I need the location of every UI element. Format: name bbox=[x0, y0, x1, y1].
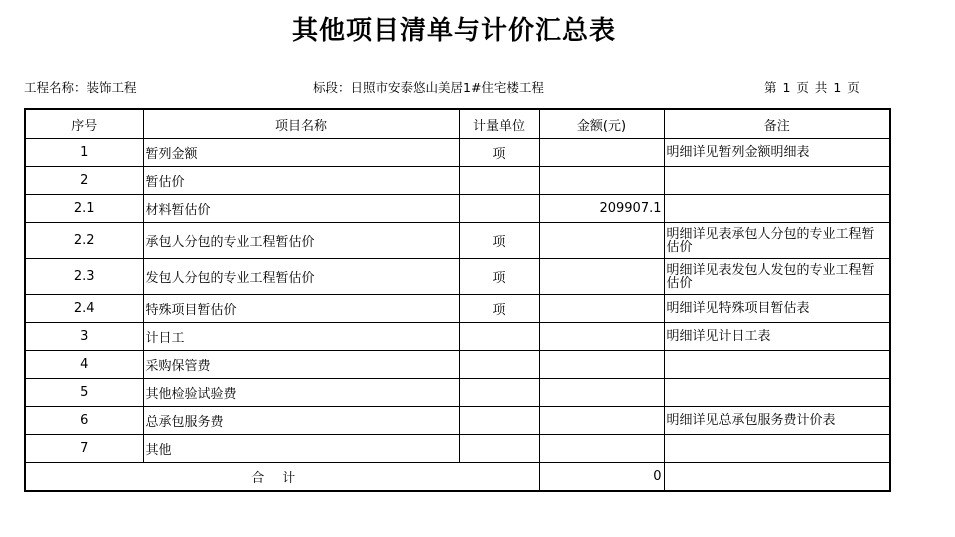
section-name: 标段：日照市安泰悠山美居1#住宅楼工程 bbox=[313, 80, 544, 95]
cell-no: 2 bbox=[25, 167, 143, 195]
cell-note: 明细详见表承包人分包的专业工程暂估价 bbox=[664, 223, 890, 259]
cell-note: 明细详见总承包服务费计价表 bbox=[664, 407, 890, 435]
cell-amount bbox=[539, 379, 664, 407]
cell-unit bbox=[459, 167, 539, 195]
table-header-row bbox=[25, 109, 890, 139]
table-row bbox=[25, 259, 890, 295]
cell-amount bbox=[539, 167, 664, 195]
cell-amount bbox=[539, 435, 664, 463]
cell-note: 明细详见特殊项目暂估表 bbox=[664, 295, 890, 323]
cell-no: 2.4 bbox=[25, 295, 143, 323]
table-row bbox=[25, 407, 890, 435]
cell-note bbox=[664, 435, 890, 463]
cell-name: 暂估价 bbox=[143, 167, 459, 195]
cell-name: 材料暂估价 bbox=[143, 195, 459, 223]
table-row bbox=[25, 323, 890, 351]
table-row bbox=[25, 139, 890, 167]
cell-no: 4 bbox=[25, 351, 143, 379]
cell-no: 2.3 bbox=[25, 259, 143, 295]
cell-amount bbox=[539, 323, 664, 351]
cell-amount bbox=[539, 259, 664, 295]
header-amount: 金额(元) bbox=[539, 109, 664, 139]
table-row bbox=[25, 195, 890, 223]
header-name: 项目名称 bbox=[143, 109, 459, 139]
summary-table bbox=[24, 108, 891, 492]
cell-no: 7 bbox=[25, 435, 143, 463]
header-no: 序号 bbox=[25, 109, 143, 139]
total-amount: 0 bbox=[539, 463, 664, 492]
table-row bbox=[25, 223, 890, 259]
cell-no: 6 bbox=[25, 407, 143, 435]
cell-amount bbox=[539, 295, 664, 323]
cell-note bbox=[664, 195, 890, 223]
table-row bbox=[25, 379, 890, 407]
table-row bbox=[25, 351, 890, 379]
cell-name: 发包人分包的专业工程暂估价 bbox=[143, 259, 459, 295]
cell-unit bbox=[459, 407, 539, 435]
cell-name: 计日工 bbox=[143, 323, 459, 351]
cell-unit: 项 bbox=[459, 223, 539, 259]
page-title: 其他项目清单与计价汇总表 bbox=[291, 16, 616, 46]
cell-unit bbox=[459, 195, 539, 223]
table-row bbox=[25, 435, 890, 463]
cell-name: 总承包服务费 bbox=[143, 407, 459, 435]
total-row bbox=[25, 463, 890, 492]
total-label: 合计 bbox=[25, 463, 539, 492]
total-note bbox=[664, 463, 890, 492]
cell-no: 3 bbox=[25, 323, 143, 351]
cell-name: 采购保管费 bbox=[143, 351, 459, 379]
header-unit: 计量单位 bbox=[459, 109, 539, 139]
cell-name: 其他 bbox=[143, 435, 459, 463]
cell-note: 明细详见计日工表 bbox=[664, 323, 890, 351]
page-indicator: 第 1 页 共 1 页 bbox=[764, 80, 860, 95]
cell-unit bbox=[459, 323, 539, 351]
cell-unit bbox=[459, 351, 539, 379]
cell-name: 特殊项目暂估价 bbox=[143, 295, 459, 323]
cell-no: 5 bbox=[25, 379, 143, 407]
cell-amount bbox=[539, 139, 664, 167]
cell-note: 明细详见表发包人发包的专业工程暂估价 bbox=[664, 259, 890, 295]
cell-unit bbox=[459, 435, 539, 463]
cell-no: 2.1 bbox=[25, 195, 143, 223]
cell-unit: 项 bbox=[459, 139, 539, 167]
cell-note bbox=[664, 167, 890, 195]
cell-name: 承包人分包的专业工程暂估价 bbox=[143, 223, 459, 259]
cell-amount bbox=[539, 223, 664, 259]
cell-name: 暂列金额 bbox=[143, 139, 459, 167]
cell-note: 明细详见暂列金额明细表 bbox=[664, 139, 890, 167]
table-row bbox=[25, 167, 890, 195]
cell-amount bbox=[539, 351, 664, 379]
cell-note bbox=[664, 379, 890, 407]
cell-unit bbox=[459, 379, 539, 407]
cell-amount: 209907.1 bbox=[539, 195, 664, 223]
cell-no: 2.2 bbox=[25, 223, 143, 259]
table-row bbox=[25, 295, 890, 323]
cell-no: 1 bbox=[25, 139, 143, 167]
project-name: 工程名称：装饰工程 bbox=[24, 80, 137, 95]
cell-amount bbox=[539, 407, 664, 435]
cell-unit: 项 bbox=[459, 295, 539, 323]
cell-unit: 项 bbox=[459, 259, 539, 295]
cell-note bbox=[664, 351, 890, 379]
header-note: 备注 bbox=[664, 109, 890, 139]
cell-name: 其他检验试验费 bbox=[143, 379, 459, 407]
